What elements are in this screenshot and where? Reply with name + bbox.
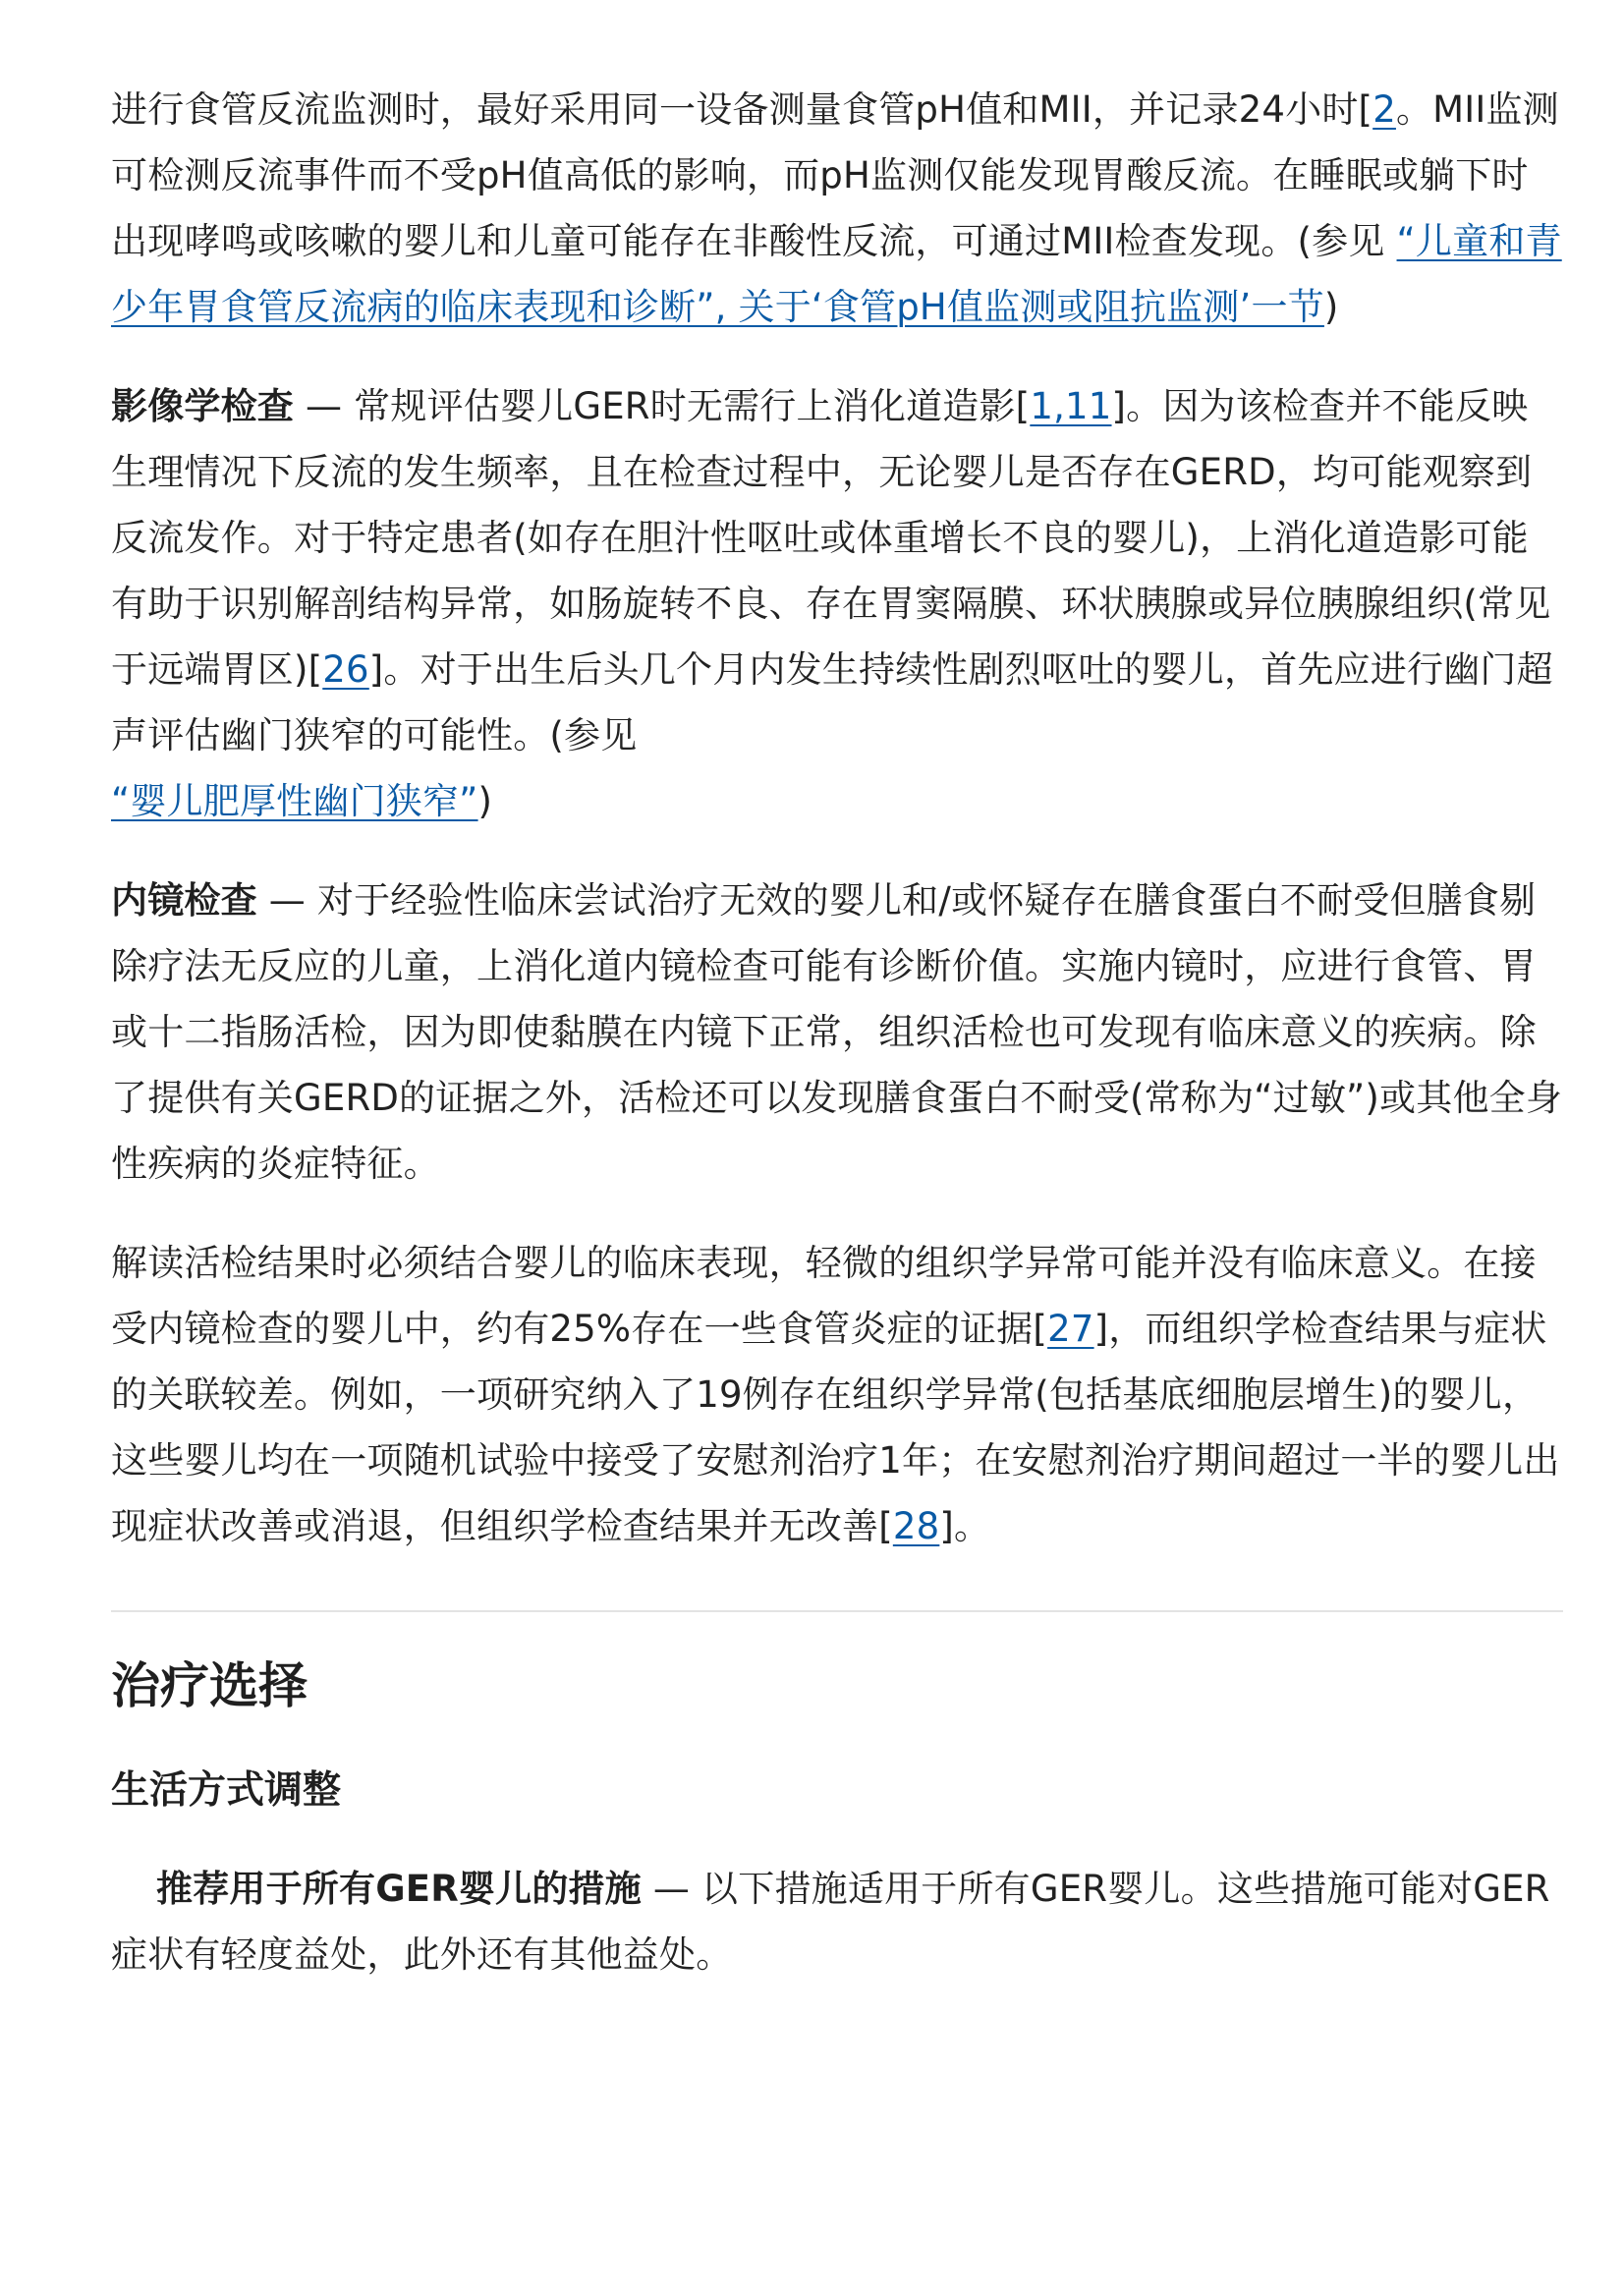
text: — 以下措施适用于所有GER婴儿。这些措施可能对GER症状有轻度益处，此外还有其他益处。 [111, 1868, 1550, 1976]
text: ]。因为该检查并不能反映生理情况下反流的发生频率，且在检查过程中，无论婴儿是否存在GERD，均可能观察到反流发作。对于特定患者(如存在胆汁性呕吐或体重增长不良的婴儿)，上消化道造影可能有助于识别解剖结构异常，如肠旋转不良、存在胃窦隔膜、环状胰腺或异位胰腺组织(常见于远端胃区)[ [111, 385, 1551, 691]
text: — 对于经验性临床尝试治疗无效的婴儿和/或怀疑存在膳食蛋白不耐受但膳食剔除疗法无反应的儿童，上消化道内镜检查可能有诊断价值。实施内镜时，应进行食管、胃或十二指肠活检，因为即使黏膜在内镜下正常，组织活检也可发现有临床意义的疾病。除了提供有关GERD的证据之外，活检还可以发现膳食蛋白不耐受(常称为“过敏”)或其他全身性疾病的炎症特征。 [111, 879, 1563, 1185]
reference-link[interactable]: 28 [892, 1505, 940, 1547]
paragraph-lead: 影像学检查 [111, 385, 294, 427]
paragraph-endoscopy [111, 868, 1563, 1197]
paragraph-lead: 推荐用于所有GER婴儿的措施 [156, 1868, 642, 1910]
text: 。MII监测可检测反流事件而不受pH值高低的影响，而pH监测仅能发现胃酸反流。在睡眠或躺下时出现哮鸣或咳嗽的婴儿和儿童可能存在非酸性反流，可通过MII检查发现。(参见 [111, 88, 1559, 262]
subsection-heading: 生活方式调整 [111, 1768, 342, 1813]
text: ]。 [939, 1505, 991, 1547]
bracket: [ [1358, 88, 1373, 131]
reference-link[interactable]: 27 [1047, 1308, 1094, 1350]
text: ) [1323, 286, 1339, 328]
section-heading: 治疗选择 [111, 1657, 308, 1714]
article-body [111, 77, 1563, 2021]
paragraph-biopsy [111, 1230, 1563, 1559]
topic-link[interactable]: “儿童和青少年胃食管反流病的临床表现和诊断”, 关于‘食管pH值监测或阻抗监测’一节 [111, 220, 1562, 328]
text: — 常规评估婴儿GER时无需行上消化道造影[ [294, 385, 1031, 427]
topic-link[interactable]: “婴儿肥厚性幽门狭窄” [111, 780, 478, 822]
text: 解读活检结果时必须结合婴儿的临床表现，轻微的组织学异常可能并没有临床意义。在接受内镜检查的婴儿中，约有25%存在一些食管炎症的证据[ [111, 1242, 1537, 1350]
text: ) [477, 780, 493, 822]
reference-link[interactable]: 1,11 [1030, 385, 1112, 427]
reference-link[interactable]: 26 [322, 648, 369, 691]
paragraph-imaging [111, 373, 1563, 834]
text: ]。对于出生后头几个月内发生持续性剧烈呕吐的婴儿，首先应进行幽门超声评估幽门狭窄的可能性。(参见 [111, 648, 1553, 756]
section-divider [111, 1610, 1563, 1612]
text: ]，而组织学检查结果与症状的关联较差。例如，一项研究纳入了19例存在组织学异常(包括基底细胞层增生)的婴儿，这些婴儿均在一项随机试验中接受了安慰剂治疗1年；在安慰剂治疗期间超过一半的婴儿出现症状改善或消退，但组织学检查结果并无改善[ [111, 1308, 1560, 1547]
reference-link[interactable]: 2 [1372, 88, 1396, 131]
paragraph-recommended-measures [111, 1856, 1563, 1987]
paragraph-lead: 内镜检查 [111, 879, 257, 922]
paragraph-esophageal-monitoring [111, 77, 1563, 340]
text: 进行食管反流监测时，最好采用同一设备测量食管pH值和MII，并记录24小时 [111, 88, 1359, 131]
